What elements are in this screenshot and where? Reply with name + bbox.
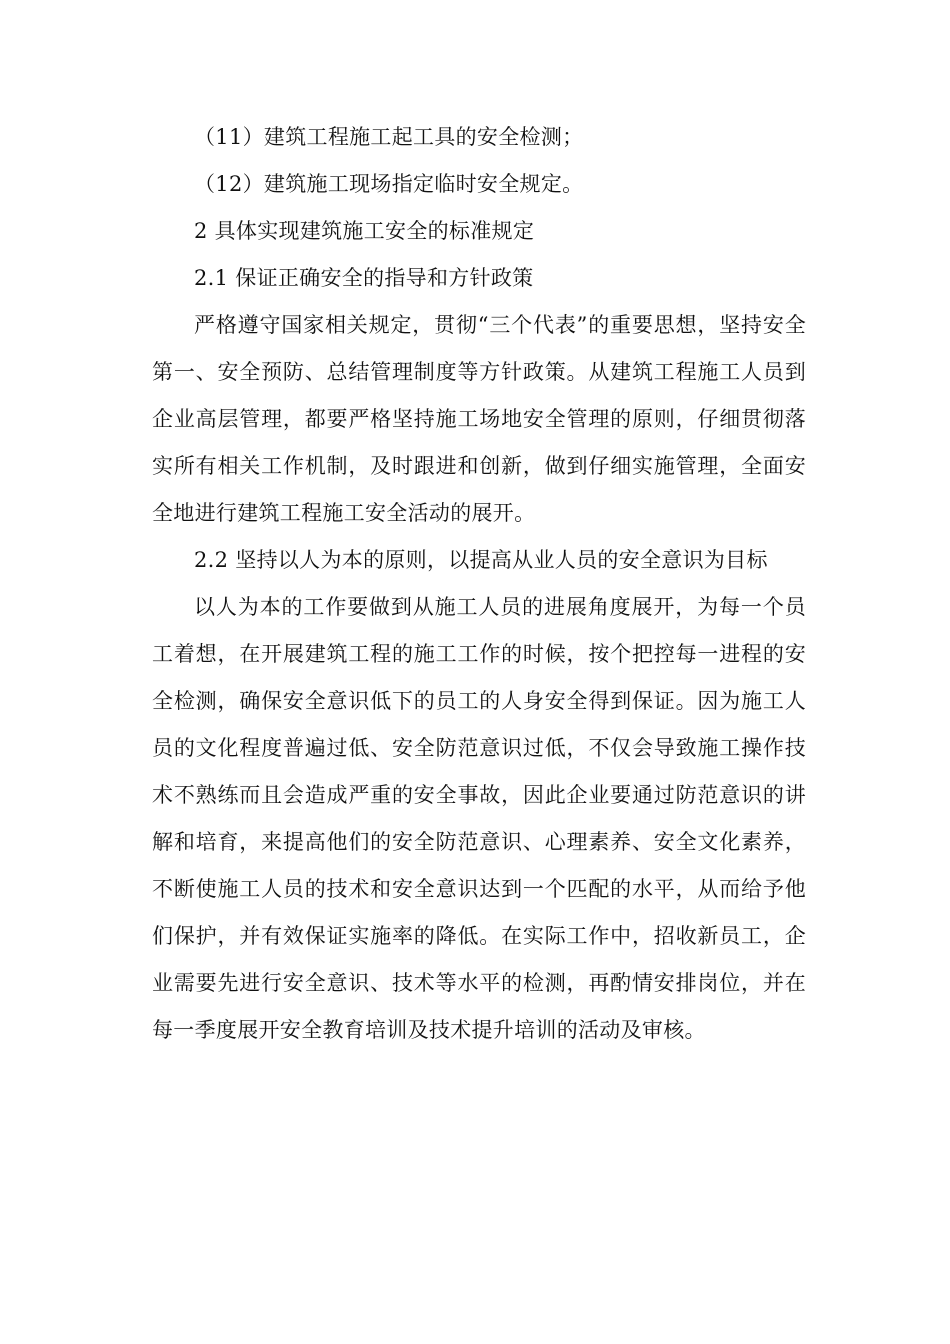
body-paragraph-2-2: 以人为本的工作要做到从施工人员的进展角度展开，为每一个员工着想，在开展建筑工程的施工工作的时候，按个把控每一进程的安全检测，确保安全意识低下的员工的人身安全得到保证。因为施工人员的文化程度普遍过低、安全防范意识过低，不仅会导致施工操作技术不熟练而且会造成严重的安全事故，因此企业要通过防范意识的讲解和培育，来提高他们的安全防范意识、心理素养、安全文化素养，不断使施工人员的技术和安全意识达到一个匹配的水平，从而给予他们保护，并有效保证实施率的降低。在实际工作中，招收新员工，企业需要先进行安全意识、技术等水平的检测，再酌情安排岗位，并在每一季度展开安全教育培训及技术提升培训的活动及审核。	[152, 595, 806, 1042]
body-paragraph-2-1: 严格遵守国家相关规定，贯彻“三个代表”的重要思想，坚持安全第一、安全预防、总结管理制度等方针政策。从建筑工程施工人员到企业高层管理，都要严格坚持施工场地安全管理的原则，仔细贯彻落实所有相关工作机制，及时跟进和创新，做到仔细实施管理，全面安全地进行建筑工程施工安全活动的展开。	[152, 313, 806, 525]
document-body	[152, 114, 806, 1054]
subsection-heading-2-2: 2.2 坚持以人为本的原则，以提高从业人员的安全意识为目标	[194, 548, 768, 572]
section-heading-2: 2 具体实现建筑施工安全的标准规定	[194, 219, 535, 243]
list-item-12: （12）建筑施工现场指定临时安全规定。	[194, 172, 584, 196]
subsection-heading-2-1: 2.1 保证正确安全的指导和方针政策	[194, 266, 534, 290]
list-item-11: （11）建筑工程施工起工具的安全检测；	[194, 125, 584, 149]
